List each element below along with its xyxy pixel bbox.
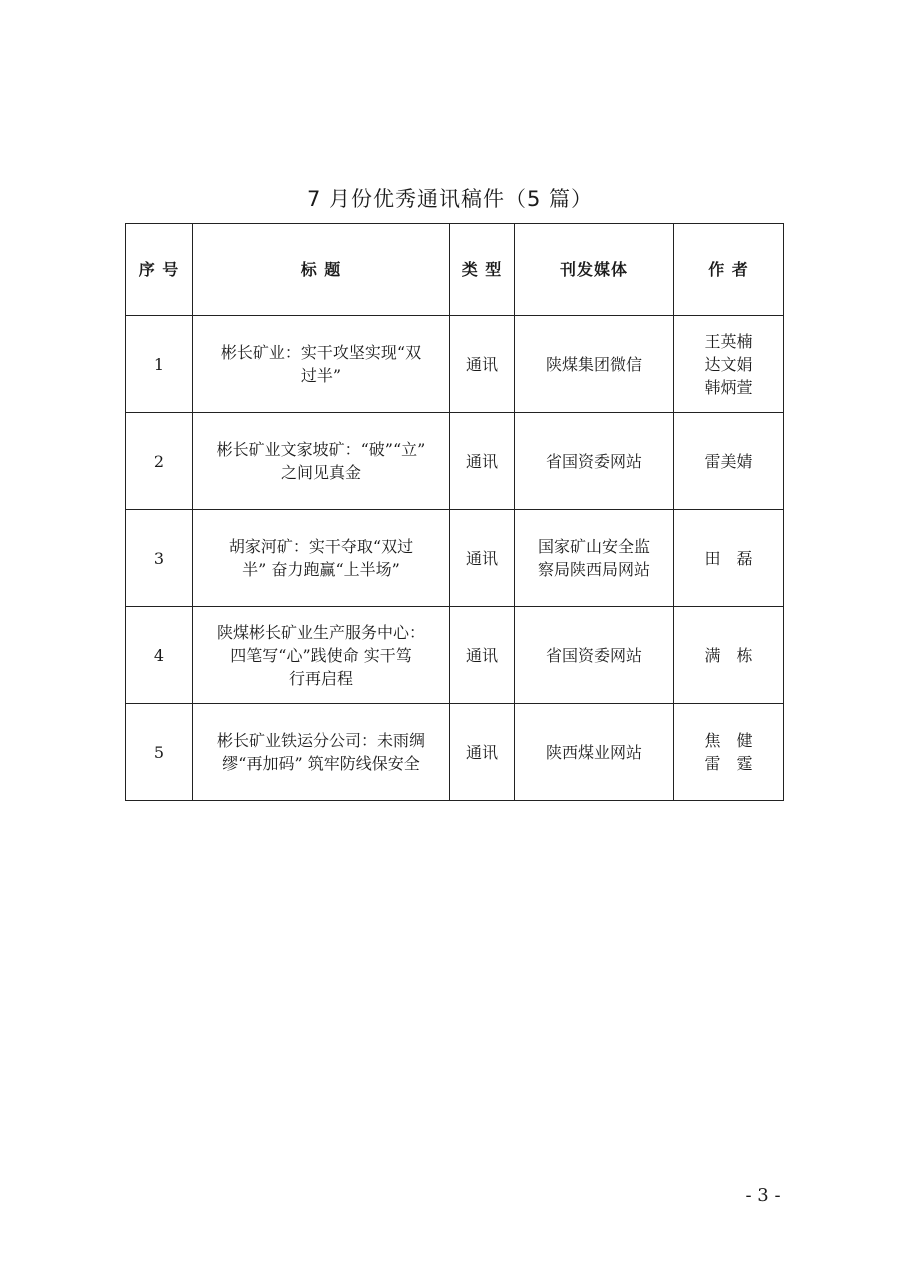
header-index: 序 号 [126, 224, 193, 316]
cell-type: 通讯 [450, 607, 515, 704]
cell-author: 满 栋 [674, 607, 784, 704]
cell-title: 陕煤彬长矿业生产服务中心： 四笔写“心”践使命 实干笃 行再启程 [193, 607, 450, 704]
cell-media: 陕煤集团微信 [515, 316, 674, 413]
cell-media: 国家矿山安全监 察局陕西局网站 [515, 510, 674, 607]
cell-author: 焦 健 雷 霆 [674, 704, 784, 801]
cell-title: 彬长矿业文家坡矿：“破”“立” 之间见真金 [193, 413, 450, 510]
header-type: 类 型 [450, 224, 515, 316]
cell-index: 3 [126, 510, 193, 607]
cell-title: 彬长矿业：实干攻坚实现“双 过半” [193, 316, 450, 413]
cell-title: 彬长矿业铁运分公司：未雨绸 缪“再加码” 筑牢防线保安全 [193, 704, 450, 801]
table-row [126, 704, 784, 801]
page-number: - 3 - [745, 1185, 781, 1206]
table-row [126, 316, 784, 413]
cell-type: 通讯 [450, 704, 515, 801]
cell-media: 省国资委网站 [515, 413, 674, 510]
table-row [126, 413, 784, 510]
articles-table [125, 223, 784, 801]
table-header-row [126, 224, 784, 316]
header-media: 刊发媒体 [515, 224, 674, 316]
header-author: 作 者 [674, 224, 784, 316]
cell-index: 2 [126, 413, 193, 510]
cell-type: 通讯 [450, 510, 515, 607]
cell-index: 5 [126, 704, 193, 801]
cell-type: 通讯 [450, 413, 515, 510]
cell-author: 王英楠 达文娟 韩炳萱 [674, 316, 784, 413]
cell-title: 胡家河矿：实干夺取“双过 半” 奋力跑赢“上半场” [193, 510, 450, 607]
page-title: 7 月份优秀通讯稿件（5 篇） [306, 187, 594, 211]
table-row [126, 510, 784, 607]
cell-media: 省国资委网站 [515, 607, 674, 704]
cell-type: 通讯 [450, 316, 515, 413]
cell-author: 田 磊 [674, 510, 784, 607]
header-title: 标 题 [193, 224, 450, 316]
cell-index: 4 [126, 607, 193, 704]
table-row [126, 607, 784, 704]
cell-media: 陕西煤业网站 [515, 704, 674, 801]
cell-index: 1 [126, 316, 193, 413]
cell-author: 雷美婧 [674, 413, 784, 510]
